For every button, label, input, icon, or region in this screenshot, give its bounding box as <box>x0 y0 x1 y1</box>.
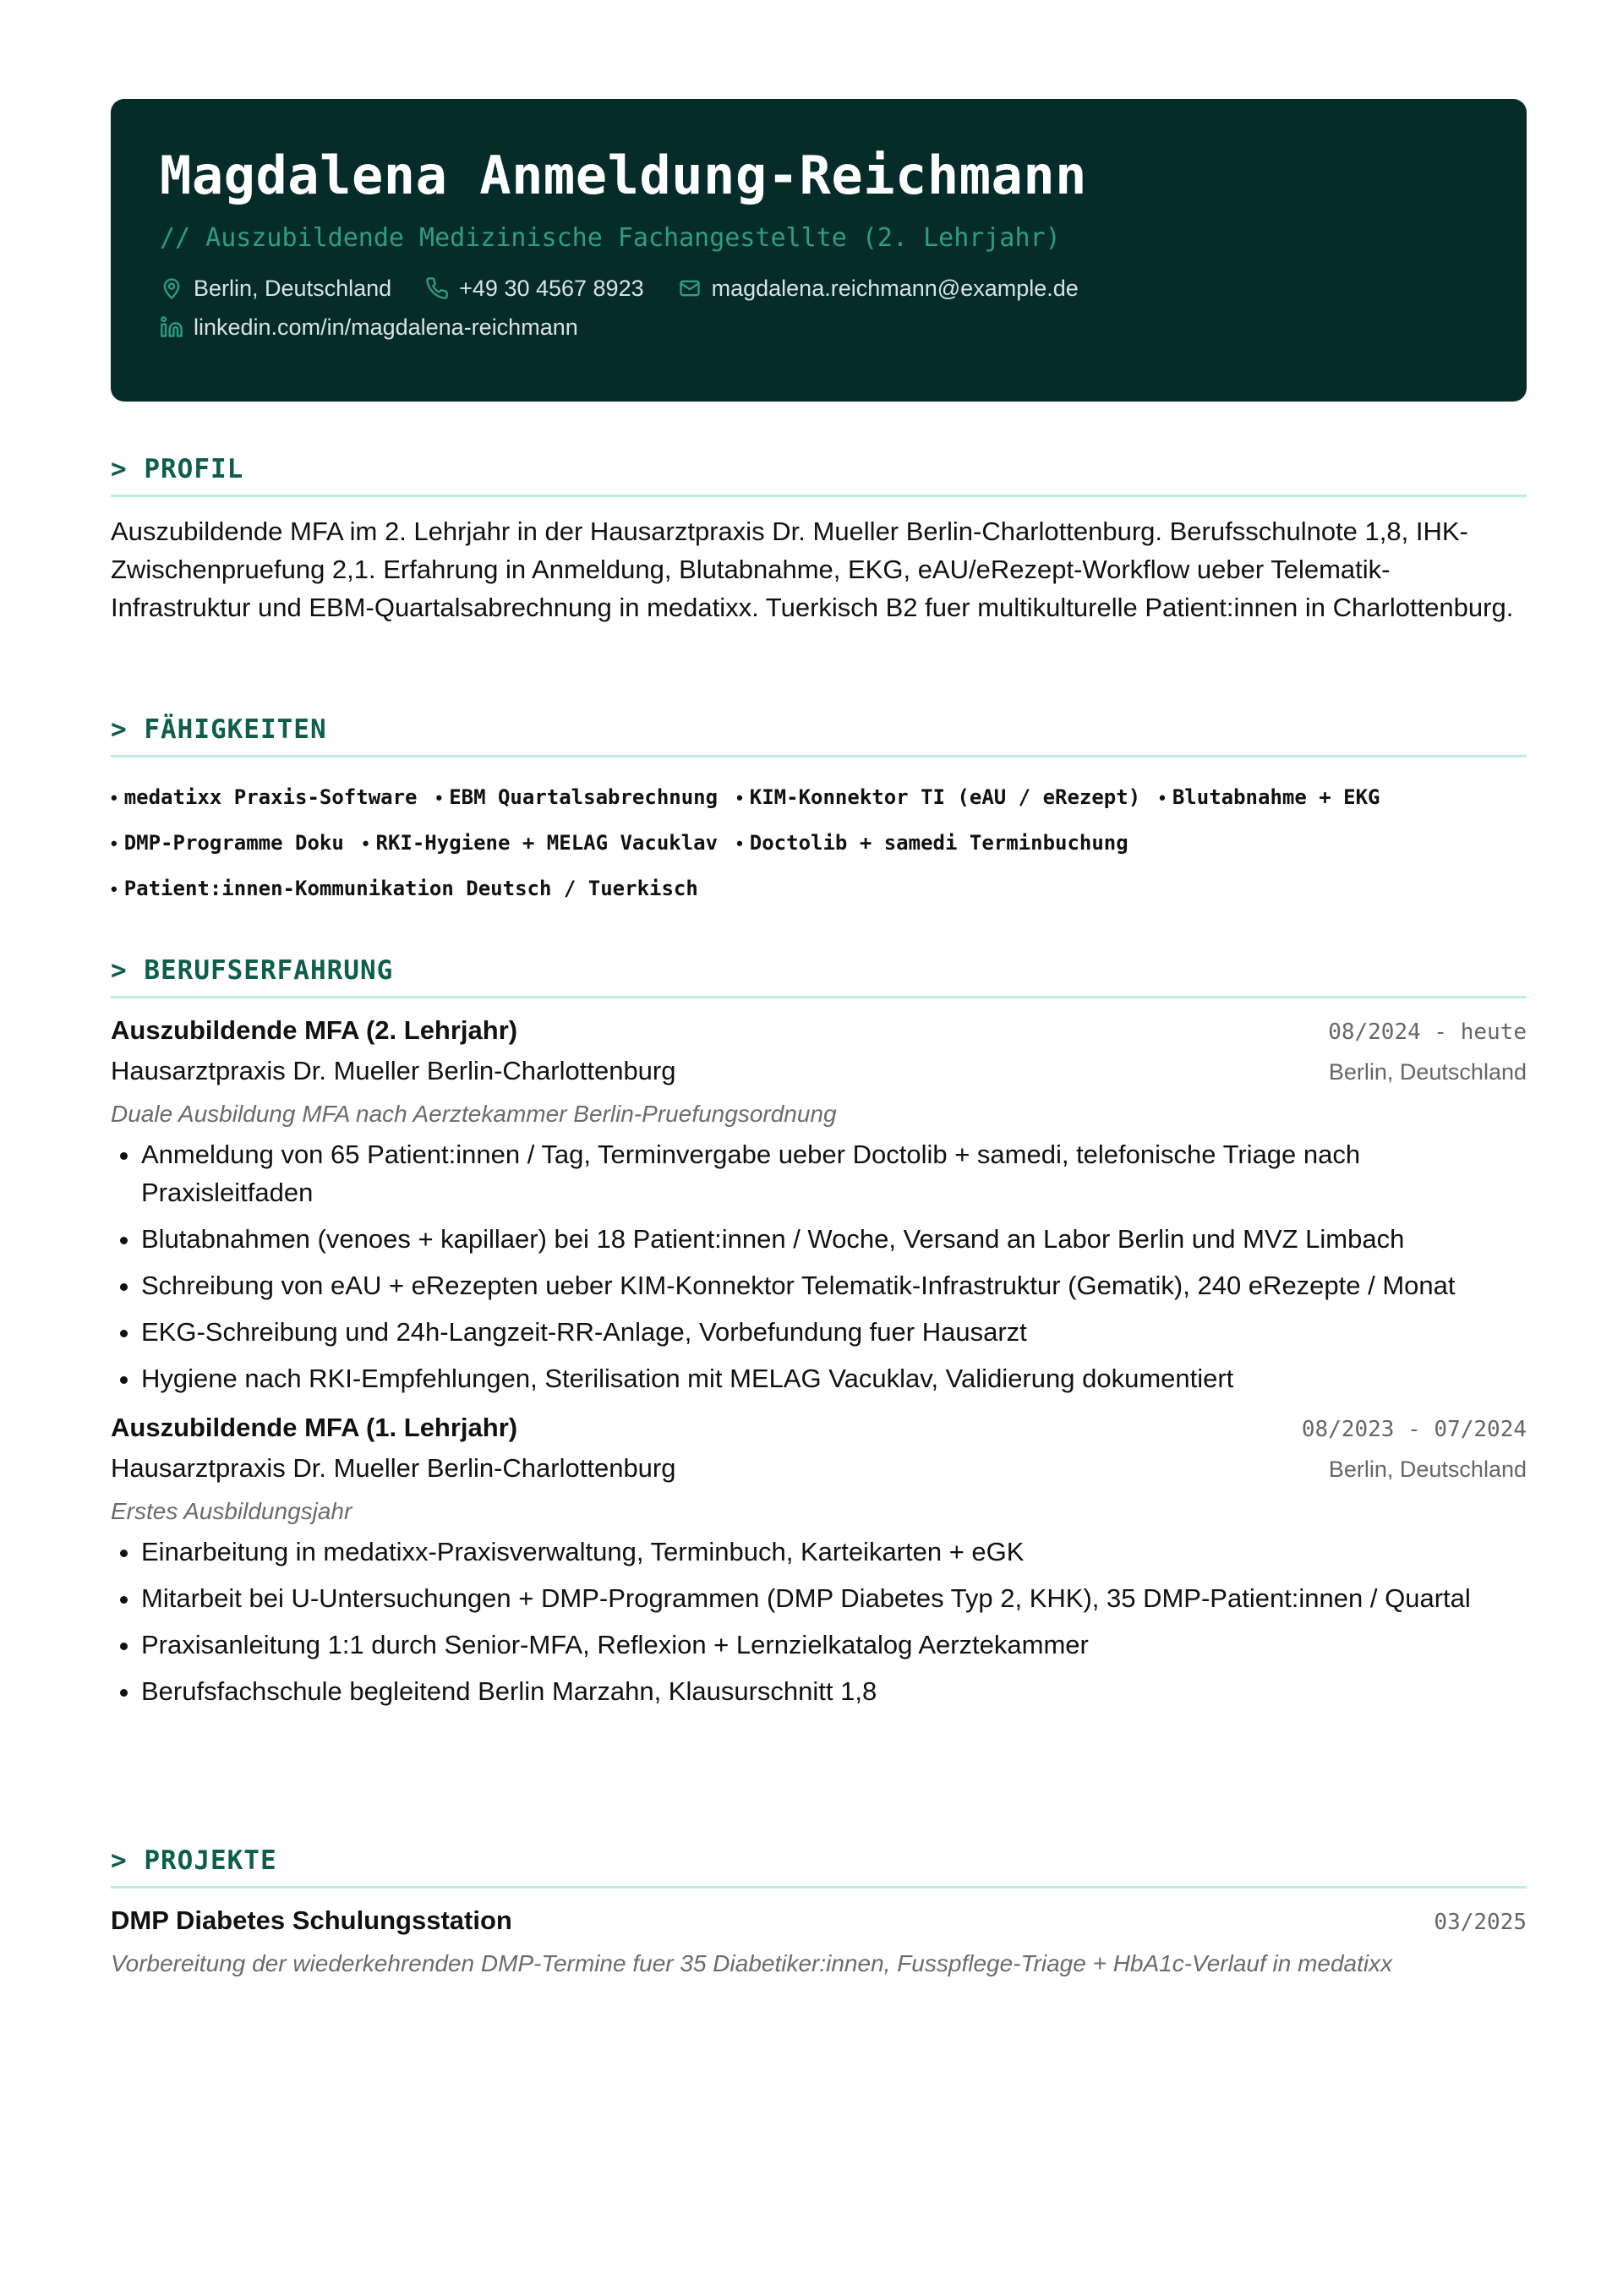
job-description: Duale Ausbildung MFA nach Aerztekammer Berlin-Pruefungsordnung <box>111 1101 837 1127</box>
project-description: Vorbereitung der wiederkehrenden DMP-Termine fuer 35 Diabetiker:innen, Fusspflege-Triage + HbA1c-Verlauf in medatixx <box>111 1950 1393 1976</box>
projects-section <box>111 1845 1527 1982</box>
skill-row <box>111 820 1527 866</box>
section-title-profile: > PROFIL <box>111 456 1527 497</box>
skill-item: • EBM Quartalsabrechnung <box>435 785 719 809</box>
skill-item: • Patient:innen-Kommunikation Deutsch / Tuerkisch <box>111 877 698 900</box>
skills-list <box>111 774 1527 911</box>
section-title-projects: > PROJEKTE <box>111 1848 1527 1889</box>
project-entry <box>111 1902 1527 1982</box>
linkedin-icon <box>160 315 183 339</box>
project-date: 03/2025 <box>1434 1910 1527 1935</box>
section-title-experience: > BERUFSERFAHRUNG <box>111 958 1527 998</box>
list-item: • Anmeldung von 65 Patient:innen / Tag, Terminvergabe ueber Doctolib + samedi, telefonische Triage nach Praxisleitfaden <box>141 1135 1527 1211</box>
list-item: • Hygiene nach RKI-Empfehlungen, Sterilisation mit MELAG Vacuklav, Validierung dokumentiert <box>141 1359 1527 1397</box>
list-item: • Praxisanleitung 1:1 durch Senior-MFA, Reflexion + Lernzielkatalog Aerztekammer <box>141 1626 1527 1664</box>
location-text: Berlin, Deutschland <box>194 276 392 301</box>
contact-phone[interactable] <box>425 275 643 302</box>
job-title: Auszubildende MFA (2. Lehrjahr) <box>111 1015 518 1045</box>
job-entry <box>111 1012 1527 1397</box>
list-item: • Einarbeitung in medatixx-Praxisverwaltung, Terminbuch, Karteikarten + eGK <box>141 1533 1527 1571</box>
job-entry <box>111 1409 1527 1710</box>
skills-section <box>111 714 1527 911</box>
job-bullets <box>111 1135 1527 1397</box>
job-description: Erstes Ausbildungsjahr <box>111 1498 352 1524</box>
job-header <box>111 1409 1527 1446</box>
location-pin-icon <box>160 276 183 300</box>
contact-list <box>160 275 1259 341</box>
list-item: • Mitarbeit bei U-Untersuchungen + DMP-Programmen (DMP Diabetes Typ 2, KHK), 35 DMP-Patient:innen / Quartal <box>141 1579 1527 1617</box>
candidate-subtitle: // Auszubildende Medizinische Fachangestellte (2. Lehrjahr) <box>160 223 1061 253</box>
list-item: • Schreibung von eAU + eRezepten ueber KIM-Konnektor Telematik-Infrastruktur (Gematik), 240 eRezepte / Monat <box>141 1266 1527 1304</box>
project-title: DMP Diabetes Schulungsstation <box>111 1905 512 1935</box>
job-bullets <box>111 1533 1527 1710</box>
project-header <box>111 1902 1527 1939</box>
job-location: Berlin, Deutschland <box>1328 1059 1527 1085</box>
list-item: • Berufsfachschule begleitend Berlin Marzahn, Klausurschnitt 1,8 <box>141 1672 1527 1710</box>
phone-text: +49 30 4567 8923 <box>459 276 644 301</box>
contact-location <box>160 275 391 302</box>
job-title: Auszubildende MFA (1. Lehrjahr) <box>111 1413 518 1442</box>
job-org-row <box>111 1049 1527 1093</box>
skill-row <box>111 774 1527 820</box>
linkedin-link[interactable]: linkedin.com/in/magdalena-reichmann <box>194 314 578 340</box>
mail-icon <box>678 276 702 300</box>
job-organization: Hausarztpraxis Dr. Mueller Berlin-Charlottenburg <box>111 1453 676 1483</box>
skill-item: • DMP-Programme Doku <box>111 831 344 855</box>
skill-item: • KIM-Konnektor TI (eAU / eRezept) <box>736 785 1141 809</box>
resume-header <box>111 99 1527 402</box>
job-org-row <box>111 1446 1527 1490</box>
list-item: • EKG-Schreibung und 24h-Langzeit-RR-Anlage, Vorbefundung fuer Hausarzt <box>141 1313 1527 1351</box>
skill-item: • Doctolib + samedi Terminbuchung <box>736 831 1128 855</box>
job-header <box>111 1012 1527 1049</box>
skill-item: • medatixx Praxis-Software <box>111 785 418 809</box>
job-date: 08/2024 - heute <box>1328 1020 1527 1045</box>
job-location: Berlin, Deutschland <box>1328 1457 1527 1482</box>
section-title-skills: > FÄHIGKEITEN <box>111 717 1527 757</box>
phone-icon <box>425 276 449 300</box>
skill-item: • Blutabnahme + EKG <box>1159 785 1380 809</box>
job-organization: Hausarztpraxis Dr. Mueller Berlin-Charlottenburg <box>111 1056 676 1085</box>
contact-email[interactable] <box>678 275 1079 302</box>
skill-item: • RKI-Hygiene + MELAG Vacuklav <box>362 831 719 855</box>
email-link[interactable]: magdalena.reichmann@example.de <box>711 276 1079 301</box>
experience-section <box>111 955 1527 1719</box>
candidate-name: Magdalena Anmeldung-Reichmann <box>160 145 1087 206</box>
profile-text: Auszubildende MFA im 2. Lehrjahr in der Hausarztpraxis Dr. Mueller Berlin-Charlottenburg. Berufsschulnote 1,8, IHK-Zwischenpruefung 2,1. Erfahrung in Anmeldung, Blutabnahme, EKG, eAU/eRezept-Workflow ueber Telematik-Infrastruktur und EBM-Quartalsabrechnung in medatixx. Tuerkisch B2 fuer multikulturelle Patient:innen in Charlottenburg. <box>111 517 1514 622</box>
skill-row <box>111 866 1527 911</box>
job-date: 08/2023 - 07/2024 <box>1301 1417 1527 1442</box>
contact-linkedin[interactable] <box>160 314 578 341</box>
profile-section <box>111 456 1527 626</box>
list-item: • Blutabnahmen (venoes + kapillaer) bei 18 Patient:innen / Woche, Versand an Labor Berlin und MVZ Limbach <box>141 1220 1527 1258</box>
